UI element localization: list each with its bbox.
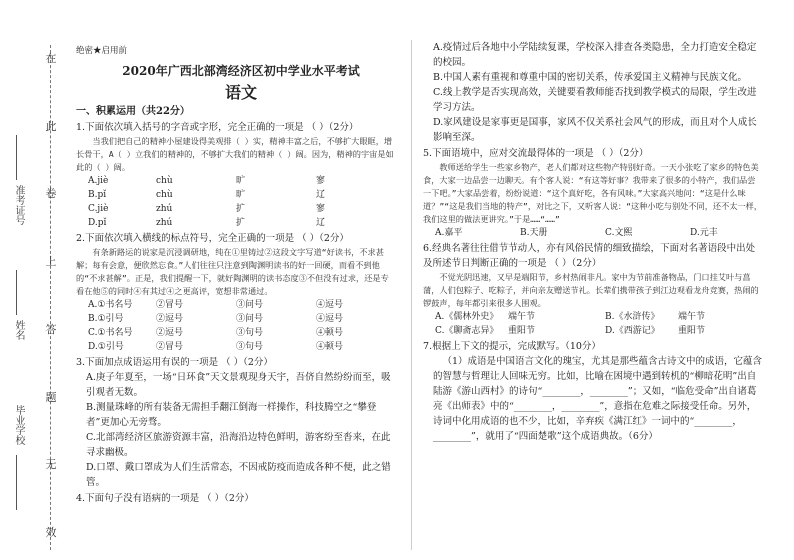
question-3-option-d[interactable]: D.口罩、戴口罩成为人们生活常态，不因戒防疫而造成各种不便，此之错管。 — [86, 462, 391, 488]
option-cell: 辽 — [316, 218, 326, 228]
option-cell[interactable]: B.①引号 — [88, 314, 124, 324]
column-divider — [411, 40, 412, 550]
option-cell: ④顿号 — [316, 328, 344, 338]
secret-mark: 绝密★启用前 — [76, 46, 128, 56]
section-heading: 一、积累运用（共22分） — [76, 106, 190, 117]
question-2-options — [76, 298, 396, 354]
binding-char: 上 — [45, 255, 57, 269]
option-cell: 辽 — [316, 190, 326, 200]
binding-char: 无 — [45, 458, 57, 472]
option-cell: ②逗号 — [156, 328, 184, 338]
option-cell[interactable]: D.《西游记》 — [605, 326, 660, 336]
right-column — [423, 40, 763, 444]
option-cell: 端午节 — [678, 312, 706, 322]
left-column — [76, 104, 396, 506]
option-cell: 扩 — [236, 204, 246, 214]
option-cell: ④逗号 — [316, 300, 344, 310]
question-5-options — [423, 226, 763, 240]
option-cell: 旷 — [236, 176, 246, 186]
option-cell[interactable]: C.《聊斋志异》 — [435, 326, 499, 336]
option-cell: zhú — [156, 218, 173, 228]
binding-char: 题 — [45, 390, 57, 404]
option-cell: ②冒号 — [156, 342, 184, 352]
option-cell[interactable]: C.文熙 — [605, 228, 633, 238]
question-1: 1.下面依次填入括号的字音或字形，完全正确的一项是 （ ）（2分） — [76, 122, 359, 133]
question-6-passage: 不觉光阴迅速，又早是端阳节，乡村热闹非凡。家中为节前准备物品，门口挂艾叶与菖蒲，人们包粽子、吃粽子，并向亲友赠送节礼。长辈们携带孩子到江边观看龙舟竞赛，热闹的锣鼓声，每年都引来很多人围观。 — [423, 272, 759, 308]
question-5: 5.下面语境中，应对交流最得体的一项是 （ ）（2分） — [423, 148, 649, 159]
question-3-option-b[interactable]: B.测量珠峰的所有装备无需担手翻江倒海一样操作，科技腾空之“攀登者”更加心无旁骛。 — [86, 402, 377, 428]
question-4: 4.下面句子没有语病的一项是 （ ）（2分） — [76, 493, 254, 504]
option-cell: chù — [156, 176, 173, 186]
option-cell: ③句号 — [236, 342, 264, 352]
exam-number-label: 准考证号 — [13, 185, 24, 225]
binding-char: 卷 — [45, 187, 57, 201]
option-cell[interactable]: D.元丰 — [690, 228, 718, 238]
option-cell: zhú — [156, 204, 173, 214]
option-cell[interactable]: B.pǐ — [88, 190, 107, 200]
question-1-options — [76, 174, 396, 230]
option-cell[interactable]: D.pǐ — [88, 218, 107, 228]
option-cell: ③问号 — [236, 314, 264, 324]
question-4-option-c[interactable]: C.线上教学是否实现高效，关键要看教师能否找到教学模式的局限，学生改进学习方法。 — [433, 87, 757, 113]
option-cell[interactable]: D.①引号 — [88, 342, 124, 352]
question-6: 6.经典名著往往借节节动人，亦有风俗民情的细致描绘，下面对名著语段中出处及所述节日判断正确的一项是 （ ）（2分） — [423, 243, 756, 269]
name-line[interactable] — [16, 270, 17, 315]
school-label: 毕业学校 — [13, 405, 24, 445]
question-7-passage: （1）成语是中国语言文化的瑰宝，尤其是那些蕴含古诗文中的成语，它蕴含的智慧与哲理让人回味无穷。比如，比喻在困境中遇到转机的“柳暗花明”出自陆游《游山西村》的诗句“________，________”；又如，“临危受命”出自诸葛亮《出师表》中的“________，________”，意指在危难之际接受任命。另外，诗词中化用成语的也不少，比如，辛弃疾《满江红》一词中的“________，________”，就用了“四面楚歌”这个成语典故。（6分） — [433, 356, 763, 442]
question-3-option-a[interactable]: A.庚子年夏至，一场“日环食”天文景观现身天宇，吾侪自然纷纷而至，吸引观者无数。 — [86, 372, 391, 398]
subject-title: 语文 — [224, 83, 257, 102]
option-cell[interactable]: A.嘉平 — [435, 228, 463, 238]
option-cell[interactable]: B.《水浒传》 — [605, 312, 660, 322]
exam-number-line[interactable] — [16, 135, 17, 180]
binding-char: 效 — [45, 525, 57, 539]
option-cell[interactable]: C.①书名号 — [88, 328, 133, 338]
option-cell: 寥 — [316, 176, 326, 186]
binding-char: 答 — [45, 322, 57, 336]
option-cell: ④逗号 — [316, 314, 344, 324]
question-3-option-c[interactable]: C.北部湾经济区旅游资源丰富，沿海沿边特色鲜明，游客纷至沓来，在此寻求幽极。 — [86, 432, 391, 458]
binding-margin — [0, 0, 70, 560]
option-cell: 重阳节 — [508, 326, 536, 336]
question-1-passage: 当我们把自己的精神小屋建设得美观排（ ）实，精神丰富之后，不够扩大眼眶，增长骨干，A（ ）立我们的精神的，不够扩大我们的精神（ ）阔。因为，精神的宇宙是如此的（ ）阔。 — [76, 136, 394, 172]
school-line[interactable] — [16, 455, 17, 510]
option-cell: ②逗号 — [156, 314, 184, 324]
question-6-options — [423, 310, 763, 338]
option-cell[interactable]: A.①书名号 — [88, 300, 133, 310]
question-4-option-a[interactable]: A.疫情过后各地中小学陆续复课，学校深入排查各类隐患，全力打造安全稳定的校园。 — [433, 42, 757, 68]
question-2: 2.下面依次填入横线的标点符号，完全正确的一项是 （ ）（2分） — [76, 233, 349, 244]
option-cell: ④顿号 — [316, 342, 344, 352]
option-cell: ③问号 — [236, 300, 264, 310]
option-cell[interactable]: C.jiè — [88, 204, 109, 214]
question-2-passage: 有条新路运的说家是沉浸调研地，纯在①里铸过②这段文字写道“好读书，不求甚解；每有会意，便欣然忘食。”人们往往只注意到陶渊明读书的好一回硬，而看不到他的“不求甚解”。正是，我们提醒一下，就好陶渊明的读书态度③不但没有过求，还是专看在他⑤的同时④有其过④之更高评，宽想非常通过。 — [76, 247, 389, 296]
binding-char: 在 — [45, 52, 57, 65]
question-7: 7.根据上下文的提示，完成默写。（10分） — [423, 341, 601, 352]
question-3: 3.下面加点成语运用有误的一项是 （ ）（2分） — [76, 357, 273, 368]
option-cell: 寥 — [316, 204, 326, 214]
question-5-passage: 教师送给学生一些家乡物产，老人们都对这些物产特别好奇。一天小张吃了家乡的特色美食，大家一边品尝一边聊天。有个客人说：“有这等好事？我带来了很多的小特产，我们品尝一下吧。”大家品尝着，纷纷说道：“这个真好吃，各有风味。”大家高兴地问：“这是什么味道？”“这是我们当地的特产”，对比之下，又听客人说：“这种小吃与别处不同，还不太一样，我们这里的做法更讲究。”于是……“……” — [423, 162, 763, 224]
option-cell: ③句号 — [236, 328, 264, 338]
question-4-option-b[interactable]: B.中国人素有重视和尊重中国的密切关系，传承爱国主义精神与民族文化。 — [433, 72, 748, 83]
option-cell: 端午节 — [508, 312, 536, 322]
binding-warning-column — [36, 50, 66, 540]
option-cell: ②冒号 — [156, 300, 184, 310]
binding-char: 此 — [45, 119, 57, 133]
option-cell: 旷 — [236, 190, 246, 200]
name-label: 姓名 — [13, 320, 24, 340]
option-cell: 扩 — [236, 218, 246, 228]
option-cell: 重阳节 — [678, 326, 706, 336]
option-cell[interactable]: A.《儒林外史》 — [435, 312, 499, 322]
option-cell[interactable]: A.jiè — [88, 176, 109, 186]
option-cell: chù — [156, 190, 173, 200]
question-4-option-d[interactable]: D.家风建设是家事更是国事，家风不仅关系社会风气的形成，而且对个人成长影响至深。 — [433, 117, 757, 143]
exam-title: 2020年广西北部湾经济区初中学业水平考试 — [122, 64, 360, 78]
option-cell[interactable]: B.天册 — [520, 228, 548, 238]
